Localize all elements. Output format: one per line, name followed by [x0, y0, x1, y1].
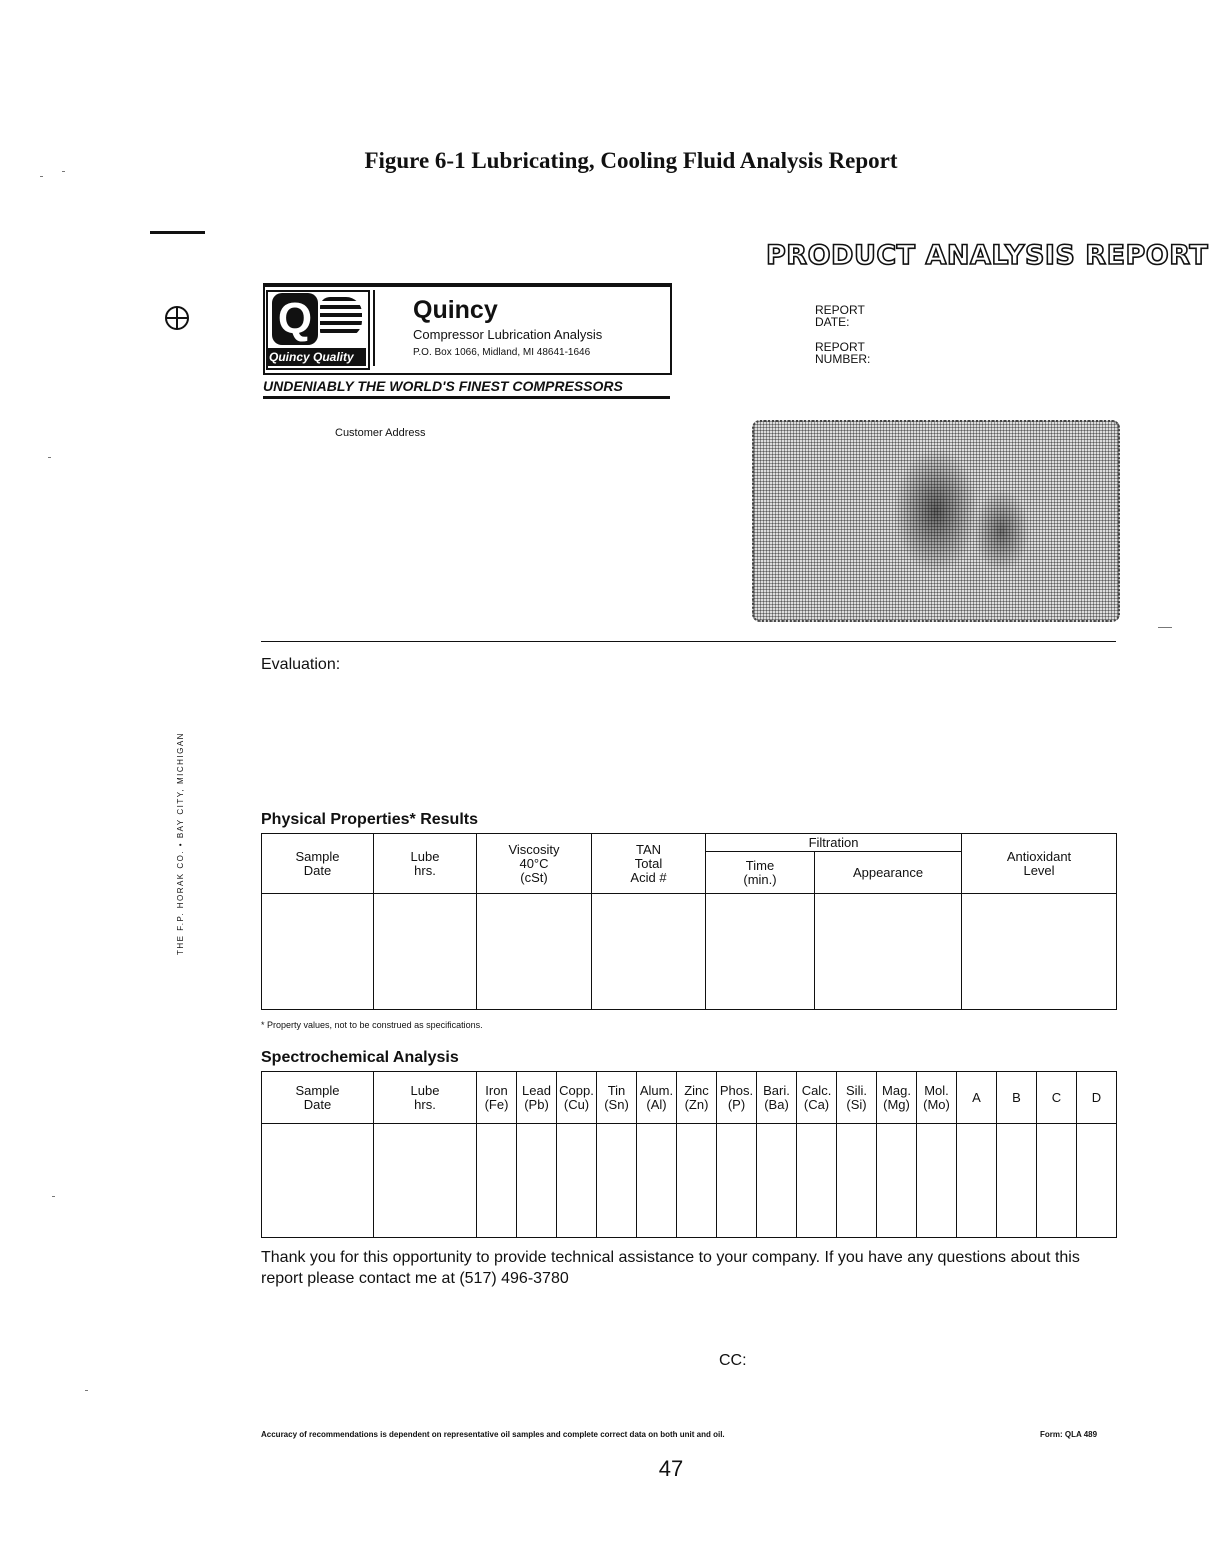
element-name: Alum.	[639, 1082, 674, 1098]
page-number: 47	[658, 1456, 684, 1481]
element-name: Bari.	[763, 1082, 790, 1098]
col-element	[797, 1072, 837, 1124]
header-text: Lube	[410, 848, 440, 864]
element-name: A	[972, 1089, 981, 1105]
cell-empty	[797, 1124, 837, 1238]
element-name: Mag.	[882, 1082, 911, 1098]
col-element	[557, 1072, 597, 1124]
sample-label-halftone-image	[752, 420, 1120, 622]
header-text: Date	[303, 1096, 332, 1112]
col-element	[837, 1072, 877, 1124]
header-text: Sample	[295, 848, 340, 864]
col-element	[997, 1072, 1037, 1124]
cell-empty	[517, 1124, 557, 1238]
company-subtitle: Compressor Lubrication Analysis	[413, 327, 603, 342]
cell-empty	[957, 1124, 997, 1238]
cell-empty	[557, 1124, 597, 1238]
col-filtration-appearance: Appearance	[815, 852, 962, 894]
col-element	[877, 1072, 917, 1124]
element-symbol: (Sn)	[604, 1096, 629, 1112]
element-name: Sili.	[846, 1082, 867, 1098]
element-name: Zinc	[684, 1082, 709, 1098]
element-name: Mol.	[924, 1082, 949, 1098]
company-tagline: UNDENIABLY THE WORLD'S FINEST COMPRESSORS	[263, 378, 670, 399]
margin-tick-mark	[150, 231, 205, 234]
element-name: D	[1091, 1089, 1102, 1105]
element-name: Calc.	[801, 1082, 832, 1098]
col-tan	[592, 834, 706, 894]
company-name: Quincy	[413, 296, 498, 324]
header-text: Total	[634, 855, 663, 871]
header-text: Date	[303, 862, 332, 878]
cell-empty	[837, 1124, 877, 1238]
report-number-line2: NUMBER:	[815, 352, 871, 366]
element-name: Iron	[485, 1082, 508, 1098]
cell-empty	[815, 894, 962, 1010]
col-element	[1037, 1072, 1077, 1124]
cell-empty	[477, 894, 592, 1010]
logo-stripes-icon	[320, 297, 362, 337]
logo-q-letter: Q	[272, 293, 318, 345]
cell-empty	[706, 894, 815, 1010]
cell-empty	[877, 1124, 917, 1238]
element-name: Tin	[607, 1082, 626, 1098]
header-text: hrs.	[414, 862, 436, 878]
report-date-label	[815, 304, 865, 328]
scan-speck	[1158, 627, 1172, 628]
accuracy-footnote: Accuracy of recommendations is dependent on representative oil samples and complete correct data on both unit and oil.	[261, 1430, 725, 1439]
col-lube-hrs	[374, 1072, 477, 1124]
header-text: hrs.	[414, 1096, 436, 1112]
cell-empty	[717, 1124, 757, 1238]
report-title: PRODUCT ANALYSIS REPORT	[766, 240, 1209, 271]
report-date-line2: DATE:	[815, 315, 850, 329]
col-element	[637, 1072, 677, 1124]
cell-empty	[677, 1124, 717, 1238]
cell-empty	[962, 894, 1117, 1010]
scan-speck	[52, 1196, 55, 1197]
header-text: (min.)	[743, 871, 777, 887]
col-viscosity	[477, 834, 592, 894]
col-filtration-time	[706, 852, 815, 894]
report-number-label	[815, 341, 870, 365]
cell-empty	[592, 894, 706, 1010]
element-symbol: (Al)	[646, 1096, 667, 1112]
company-address: P.O. Box 1066, Midland, MI 48641-1646	[413, 347, 591, 358]
cell-empty	[597, 1124, 637, 1238]
figure-title: Figure 6-1 Lubricating, Cooling Fluid Analysis Report	[364, 148, 898, 173]
spectro-heading: Spectrochemical Analysis	[261, 1049, 459, 1066]
header-text: Viscosity	[508, 841, 560, 857]
col-element	[597, 1072, 637, 1124]
col-element	[677, 1072, 717, 1124]
cell-empty	[374, 894, 477, 1010]
letterhead-divider	[373, 290, 375, 366]
divider-line	[261, 641, 1116, 642]
col-group-filtration: Filtration	[706, 834, 962, 852]
header-text: Level	[1023, 862, 1055, 878]
header-text: Acid #	[630, 869, 667, 885]
report-number-line1: REPORT	[815, 340, 865, 354]
physical-properties-table	[261, 833, 1117, 1010]
form-number: Form: QLA 489	[1040, 1430, 1098, 1439]
col-element	[517, 1072, 557, 1124]
col-element	[757, 1072, 797, 1124]
cell-empty	[917, 1124, 957, 1238]
header-text: (cSt)	[520, 869, 548, 885]
cell-empty	[1077, 1124, 1117, 1238]
header-text: Time	[745, 857, 775, 873]
element-name: B	[1012, 1089, 1021, 1105]
scan-speck	[85, 1390, 88, 1391]
physical-properties-heading: Physical Properties* Results	[261, 811, 478, 828]
cell-empty	[637, 1124, 677, 1238]
cell-empty	[374, 1124, 477, 1238]
element-symbol: (Mo)	[923, 1096, 950, 1112]
header-text: 40°C	[519, 855, 549, 871]
cc-label: CC:	[719, 1352, 747, 1369]
element-symbol: (Ca)	[803, 1096, 830, 1112]
col-element	[1077, 1072, 1117, 1124]
col-element	[477, 1072, 517, 1124]
registration-crosshair-icon	[164, 305, 190, 331]
scan-speck	[48, 457, 51, 458]
physical-footnote: * Property values, not to be construed as specifications.	[261, 1020, 483, 1030]
element-symbol: (Fe)	[484, 1096, 509, 1112]
element-symbol: (Zn)	[684, 1096, 709, 1112]
header-text: Lube	[410, 1082, 440, 1098]
element-symbol: (Si)	[846, 1096, 867, 1112]
scan-speck	[40, 176, 43, 177]
cell-empty	[477, 1124, 517, 1238]
element-symbol: (Cu)	[563, 1096, 590, 1112]
cell-empty	[1037, 1124, 1077, 1238]
element-name: Phos.	[719, 1082, 754, 1098]
element-name: Copp.	[559, 1082, 594, 1098]
element-symbol: (P)	[727, 1096, 746, 1112]
element-name: C	[1051, 1089, 1062, 1105]
element-name: Lead	[522, 1082, 551, 1098]
element-symbol: (Ba)	[764, 1096, 789, 1112]
printer-credit-vertical: THE F.P. HORAK CO. • BAY CITY, MICHIGAN	[176, 732, 185, 955]
spectro-table	[261, 1071, 1117, 1238]
customer-address-label: Customer Address	[335, 427, 426, 439]
col-element	[917, 1072, 957, 1124]
col-sample-date	[262, 834, 374, 894]
col-antioxidant	[962, 834, 1117, 894]
report-date-line1: REPORT	[815, 303, 865, 317]
evaluation-label: Evaluation:	[261, 656, 341, 673]
header-text: TAN	[635, 841, 662, 857]
thank-you-text: Thank you for this opportunity to provide technical assistance to your company. If you have any questions about this report please contact me at (517) 496-3780	[261, 1249, 1080, 1287]
cell-empty	[757, 1124, 797, 1238]
cell-empty	[262, 894, 374, 1010]
header-text: Antioxidant	[1006, 848, 1072, 864]
col-lube-hrs	[374, 834, 477, 894]
cell-empty	[262, 1124, 374, 1238]
col-sample-date	[262, 1072, 374, 1124]
col-element	[717, 1072, 757, 1124]
element-symbol: (Mg)	[883, 1096, 910, 1112]
logo-band-text: Quincy Quality	[266, 348, 366, 366]
col-element	[957, 1072, 997, 1124]
cell-empty	[997, 1124, 1037, 1238]
header-text: Sample	[295, 1082, 340, 1098]
element-symbol: (Pb)	[524, 1096, 549, 1112]
